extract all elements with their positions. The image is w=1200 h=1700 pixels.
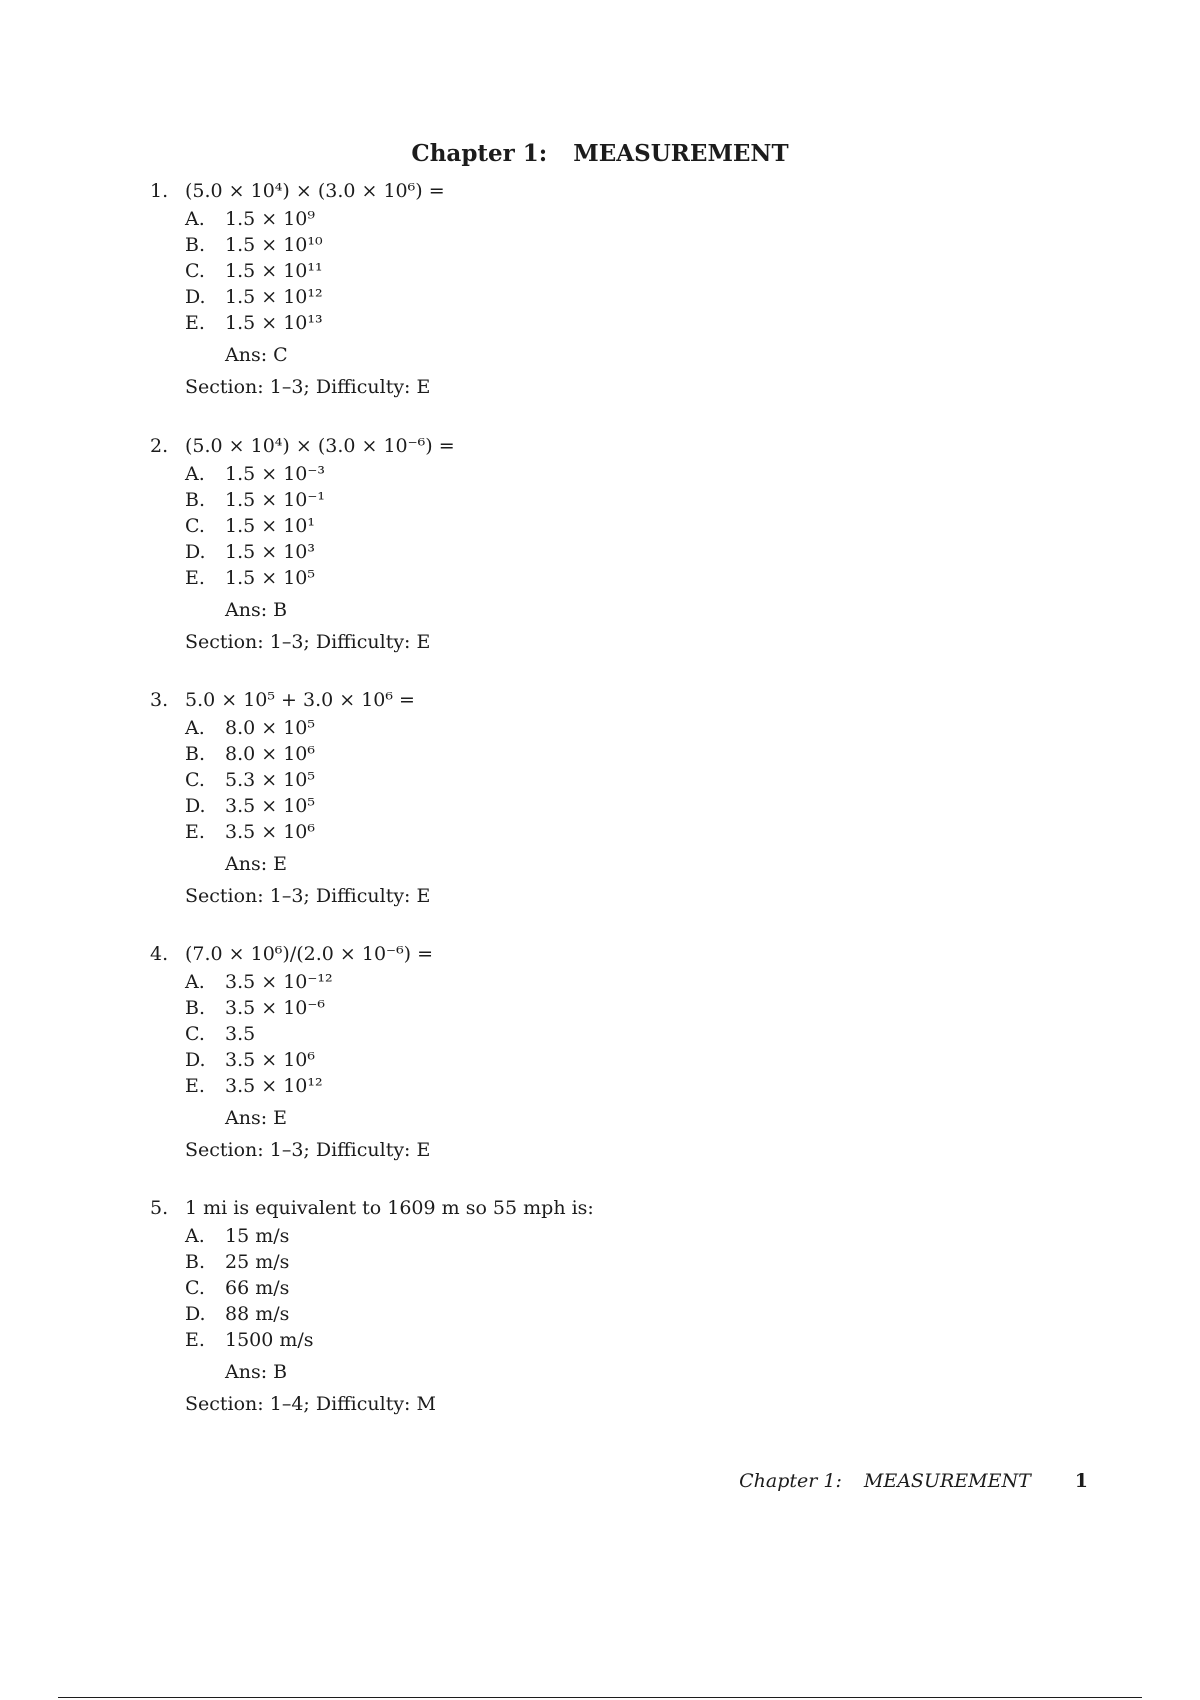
option-d <box>185 286 445 312</box>
page-number: 1 <box>1074 1470 1088 1492</box>
option-e <box>185 821 430 847</box>
section-difficulty: Section: 1–4; Difficulty: M <box>185 1393 436 1415</box>
option-letter: B. <box>185 1251 206 1273</box>
answer: Ans: B <box>225 1361 288 1383</box>
option-text: 8.0 × 10⁵ <box>225 717 316 739</box>
option-letter: A. <box>185 1225 205 1247</box>
options-list <box>185 717 430 847</box>
option-letter: E. <box>185 821 205 843</box>
question-text: (7.0 × 10⁶)/(2.0 × 10⁻⁶) = <box>185 943 434 965</box>
option-text: 1.5 × 10⁵ <box>225 567 316 589</box>
question-number: 4. <box>150 943 169 965</box>
option-a <box>185 463 455 489</box>
option-c <box>185 515 455 541</box>
option-letter: B. <box>185 234 206 256</box>
section-difficulty: Section: 1–3; Difficulty: E <box>185 376 431 398</box>
answer: Ans: E <box>225 1107 288 1129</box>
option-a <box>185 1225 594 1251</box>
option-letter: E. <box>185 567 205 589</box>
option-e <box>185 1075 433 1101</box>
option-c <box>185 260 445 286</box>
option-d <box>185 1303 594 1329</box>
option-c <box>185 1023 433 1049</box>
option-text: 1.5 × 10¹² <box>225 286 323 308</box>
option-letter: C. <box>185 1277 205 1299</box>
option-letter: E. <box>185 312 205 334</box>
chapter-label: Chapter 1: <box>411 140 548 167</box>
question-2 <box>150 435 455 657</box>
option-e <box>185 312 445 338</box>
option-e <box>185 567 455 593</box>
option-b <box>185 1251 594 1277</box>
option-a <box>185 971 433 997</box>
option-text: 88 m/s <box>225 1303 290 1325</box>
option-letter: A. <box>185 463 205 485</box>
question-number: 5. <box>150 1197 169 1219</box>
option-d <box>185 541 455 567</box>
option-letter: D. <box>185 286 206 308</box>
option-text: 1.5 × 10¹³ <box>225 312 323 334</box>
option-a <box>185 208 445 234</box>
option-letter: D. <box>185 795 206 817</box>
option-b <box>185 234 445 260</box>
footer-chapter-title: MEASUREMENT <box>863 1470 1031 1492</box>
option-b <box>185 997 433 1023</box>
option-text: 3.5 × 10⁻⁶ <box>225 997 326 1019</box>
option-text: 15 m/s <box>225 1225 290 1247</box>
option-letter: A. <box>185 717 205 739</box>
option-b <box>185 489 455 515</box>
bottom-rule <box>58 1697 1142 1698</box>
option-letter: E. <box>185 1329 205 1351</box>
option-text: 1.5 × 10¹ <box>225 515 316 537</box>
options-list <box>185 208 445 338</box>
option-text: 1.5 × 10⁻¹ <box>225 489 326 511</box>
option-letter: E. <box>185 1075 205 1097</box>
question-number: 2. <box>150 435 169 457</box>
section-difficulty: Section: 1–3; Difficulty: E <box>185 631 431 653</box>
footer-chapter-label: Chapter 1: <box>739 1470 842 1492</box>
option-text: 3.5 <box>225 1023 256 1045</box>
option-text: 1500 m/s <box>225 1329 314 1351</box>
option-text: 1.5 × 10¹¹ <box>225 260 323 282</box>
option-text: 3.5 × 10⁶ <box>225 1049 316 1071</box>
question-4 <box>150 943 433 1165</box>
option-text: 1.5 × 10⁻³ <box>225 463 326 485</box>
question-text: 5.0 × 10⁵ + 3.0 × 10⁶ = <box>185 689 415 711</box>
option-text: 3.5 × 10¹² <box>225 1075 323 1097</box>
page-footer <box>739 1470 1088 1492</box>
options-list <box>185 971 433 1101</box>
answer: Ans: C <box>225 344 288 366</box>
option-letter: B. <box>185 743 206 765</box>
option-letter: A. <box>185 208 205 230</box>
option-c <box>185 1277 594 1303</box>
question-text: (5.0 × 10⁴) × (3.0 × 10⁻⁶) = <box>185 435 455 457</box>
option-text: 8.0 × 10⁶ <box>225 743 316 765</box>
option-letter: B. <box>185 997 206 1019</box>
option-letter: C. <box>185 260 205 282</box>
option-text: 3.5 × 10⁻¹² <box>225 971 333 993</box>
question-number: 3. <box>150 689 169 711</box>
question-text: 1 mi is equivalent to 1609 m so 55 mph is: <box>185 1197 594 1219</box>
option-letter: A. <box>185 971 205 993</box>
options-list <box>185 1225 594 1355</box>
option-letter: D. <box>185 541 206 563</box>
question-1 <box>150 180 445 402</box>
option-text: 3.5 × 10⁵ <box>225 795 316 817</box>
question-3 <box>150 689 430 911</box>
option-text: 1.5 × 10⁹ <box>225 208 316 230</box>
option-b <box>185 743 430 769</box>
option-letter: C. <box>185 1023 205 1045</box>
option-a <box>185 717 430 743</box>
option-text: 3.5 × 10⁶ <box>225 821 316 843</box>
option-letter: C. <box>185 515 205 537</box>
option-text: 1.5 × 10³ <box>225 541 316 563</box>
question-number: 1. <box>150 180 169 202</box>
option-text: 1.5 × 10¹⁰ <box>225 234 323 256</box>
question-text: (5.0 × 10⁴) × (3.0 × 10⁶) = <box>185 180 445 202</box>
option-text: 66 m/s <box>225 1277 290 1299</box>
section-difficulty: Section: 1–3; Difficulty: E <box>185 1139 431 1161</box>
option-letter: D. <box>185 1303 206 1325</box>
option-text: 25 m/s <box>225 1251 290 1273</box>
section-difficulty: Section: 1–3; Difficulty: E <box>185 885 431 907</box>
option-text: 5.3 × 10⁵ <box>225 769 316 791</box>
option-c <box>185 769 430 795</box>
option-e <box>185 1329 594 1355</box>
options-list <box>185 463 455 593</box>
answer: Ans: B <box>225 599 288 621</box>
option-letter: C. <box>185 769 205 791</box>
option-d <box>185 795 430 821</box>
option-letter: B. <box>185 489 206 511</box>
answer: Ans: E <box>225 853 288 875</box>
question-5 <box>150 1197 594 1419</box>
option-letter: D. <box>185 1049 206 1071</box>
chapter-heading <box>0 140 1200 167</box>
chapter-title: MEASUREMENT <box>573 140 789 167</box>
option-d <box>185 1049 433 1075</box>
